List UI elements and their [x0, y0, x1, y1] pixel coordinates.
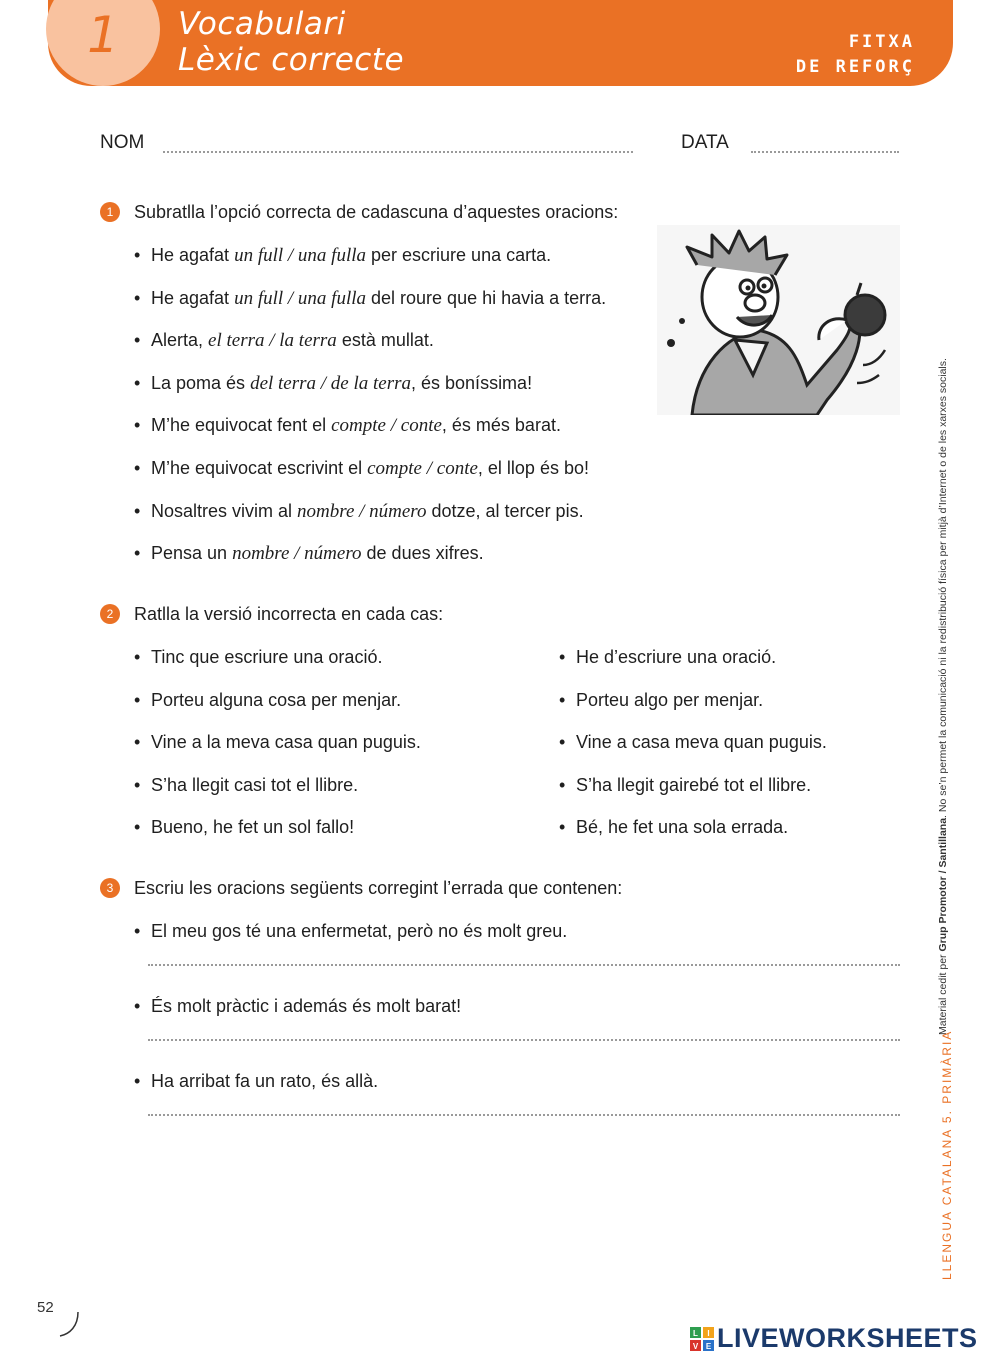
exercise-2-option-right[interactable]	[559, 645, 776, 669]
exercise-instruction: Ratlla la versió incorrecta en cada cas:	[134, 603, 444, 624]
sentence-text: M’he equivocat fent el	[151, 415, 332, 436]
bullet-dot: •	[559, 817, 566, 838]
bullet-dot: •	[134, 330, 141, 351]
bullet-dot: •	[559, 647, 566, 667]
name-label: NOM	[100, 132, 145, 153]
option-text: Vine a casa meva quan puguis.	[576, 732, 827, 753]
bullet-dot: •	[134, 287, 141, 308]
exercise-1-item	[134, 413, 561, 438]
exercise-2-option-right[interactable]	[559, 773, 811, 797]
exercise-instruction: Escriu les oracions següents corregint l’errada que contenen:	[134, 877, 623, 898]
copyright-notice	[937, 335, 949, 1035]
exercise-number: 1	[100, 202, 120, 222]
bullet-dot: •	[134, 458, 141, 478]
sentence-text: , el llop és bo!	[477, 458, 589, 478]
option-text: Vine a la meva casa quan puguis.	[151, 732, 421, 753]
sentence-text: està mullat.	[336, 330, 434, 351]
exercise-2-option-left[interactable]	[134, 815, 354, 839]
logo-letter: I	[707, 1328, 710, 1338]
bullet-dot: •	[134, 774, 141, 795]
bullet-dot: •	[134, 996, 141, 1016]
bullet-dot: •	[134, 817, 141, 838]
exercise-instruction: Subratlla l’opció correcta de cadascuna d’aquestes oracions:	[134, 201, 619, 222]
exercise-1-item	[134, 243, 551, 268]
exercise-2-option-right[interactable]	[559, 688, 763, 712]
sentence-text: Nosaltres vivim al	[151, 500, 298, 521]
bullet-dot: •	[134, 415, 141, 436]
unit-number: 1	[87, 6, 119, 64]
page-number: 52	[37, 1299, 54, 1316]
option-text: Porteu algo per menjar.	[576, 689, 764, 710]
bullet-dot: •	[134, 689, 141, 710]
exercise-1-item	[134, 328, 434, 353]
bullet-dot: •	[559, 774, 566, 795]
bullet-dot: •	[134, 1071, 141, 1091]
option-text: Porteu alguna cosa per menjar.	[151, 689, 402, 710]
sentence-text: , és més barat.	[441, 415, 561, 436]
worksheet-type-tag	[796, 30, 915, 80]
exercise-1-heading	[100, 199, 618, 225]
answer-line[interactable]	[148, 964, 900, 966]
exercise-2-heading	[100, 601, 443, 627]
tag-line-1: FITXA	[848, 32, 915, 52]
exercise-2-option-left[interactable]	[134, 645, 382, 669]
page-corner-curve	[58, 1310, 82, 1338]
brand-name: LIVEWORKSHEETS	[717, 1323, 978, 1353]
credit-publisher: Grup Promotor / Santillana	[937, 817, 949, 952]
bullet-dot: •	[559, 732, 566, 753]
exercise-3-item	[134, 1069, 378, 1093]
sentence-text: de dues xifres.	[361, 543, 484, 564]
exercise-3-item	[134, 919, 567, 943]
logo-letter: L	[693, 1328, 698, 1338]
sentence-text: Ha arribat fa un rato, és allà.	[151, 1071, 379, 1091]
exercise-2-option-right[interactable]	[559, 815, 788, 839]
sentence-text: La poma és	[151, 372, 251, 393]
option-text: S’ha llegit gairebé tot el llibre.	[576, 774, 812, 795]
sentence-text: He agafat	[151, 245, 235, 265]
title-line-1: Vocabulari	[178, 6, 346, 42]
exercise-3-heading	[100, 875, 622, 901]
bullet-dot: •	[134, 372, 141, 393]
date-label: DATA	[681, 132, 729, 153]
exercise-3-item	[134, 994, 461, 1018]
exercise-number: 2	[100, 604, 120, 624]
title-line-2: Lèxic correcte	[178, 42, 405, 78]
logo-letter: E	[705, 1341, 712, 1351]
sentence-text: El meu gos té una enfermetat, però no és molt greu.	[151, 921, 568, 941]
liveworksheets-logo-icon	[690, 1327, 714, 1351]
answer-options[interactable]: compte / conte	[331, 415, 442, 437]
sentence-text: És molt pràctic i además és molt barat!	[151, 996, 462, 1016]
tag-line-2: DE REFORÇ	[795, 57, 915, 77]
bullet-dot: •	[134, 245, 141, 265]
credit-post: . No se’n permet la comunicació ni la redistribució física per mitjà d’Internet o de les xarxes socials.	[937, 358, 949, 818]
sentence-text: del roure que hi havia a terra.	[366, 287, 607, 308]
answer-line[interactable]	[148, 1114, 900, 1116]
exercise-2-option-left[interactable]	[134, 773, 358, 797]
sentence-text: Alerta,	[151, 330, 209, 351]
exercise-1-item	[134, 541, 484, 566]
sentence-text: M’he equivocat escrivint el	[151, 458, 368, 478]
bullet-dot: •	[134, 500, 141, 521]
answer-options[interactable]: del terra / de la terra	[250, 372, 412, 394]
exercise-1-item	[134, 286, 606, 311]
option-text: Tinc que escriure una oració.	[151, 647, 383, 667]
credit-pre: Material cedit per	[937, 951, 949, 1035]
sentence-text: Pensa un	[151, 543, 233, 564]
exercise-1-item	[134, 456, 589, 481]
exercise-number: 3	[100, 878, 120, 898]
logo-letter: V	[692, 1341, 699, 1351]
bullet-dot: •	[134, 921, 141, 941]
exercise-1-item	[134, 499, 584, 524]
date-field[interactable]	[751, 151, 899, 153]
exercise-1-item	[134, 371, 532, 396]
option-text: Bé, he fet una sola errada.	[576, 817, 789, 838]
exercise-2-option-right[interactable]	[559, 730, 827, 754]
exercise-2-option-left[interactable]	[134, 730, 421, 754]
name-field[interactable]	[163, 151, 633, 153]
option-text: S’ha llegit casi tot el llibre.	[151, 774, 359, 795]
bullet-dot: •	[559, 689, 566, 710]
boy-eating-apple-illustration	[657, 225, 900, 415]
sentence-text: dotze, al tercer pis.	[426, 500, 584, 521]
page-title	[178, 6, 404, 78]
exercise-2-option-left[interactable]	[134, 688, 401, 712]
bullet-dot: •	[134, 647, 141, 667]
option-text: Bueno, he fet un sol fallo!	[151, 817, 355, 838]
answer-options[interactable]: nombre / número	[297, 500, 427, 522]
answer-options[interactable]: compte / conte	[367, 458, 478, 479]
answer-options[interactable]: un full / una fulla	[234, 287, 367, 309]
answer-line[interactable]	[148, 1039, 900, 1041]
book-title: LLENGUA CATALANA 5. PRIMÀRIA	[940, 1029, 954, 1280]
answer-options[interactable]: el terra / la terra	[208, 330, 337, 352]
sentence-text: , és boníssima!	[411, 372, 533, 393]
liveworksheets-brand[interactable]	[690, 1323, 978, 1354]
answer-options[interactable]: un full / una fulla	[234, 245, 367, 266]
bullet-dot: •	[134, 732, 141, 753]
sentence-text: He agafat	[151, 287, 235, 308]
answer-options[interactable]: nombre / número	[232, 543, 362, 565]
bullet-dot: •	[134, 543, 141, 564]
sentence-text: per escriure una carta.	[366, 245, 552, 265]
option-text: He d’escriure una oració.	[576, 647, 777, 667]
